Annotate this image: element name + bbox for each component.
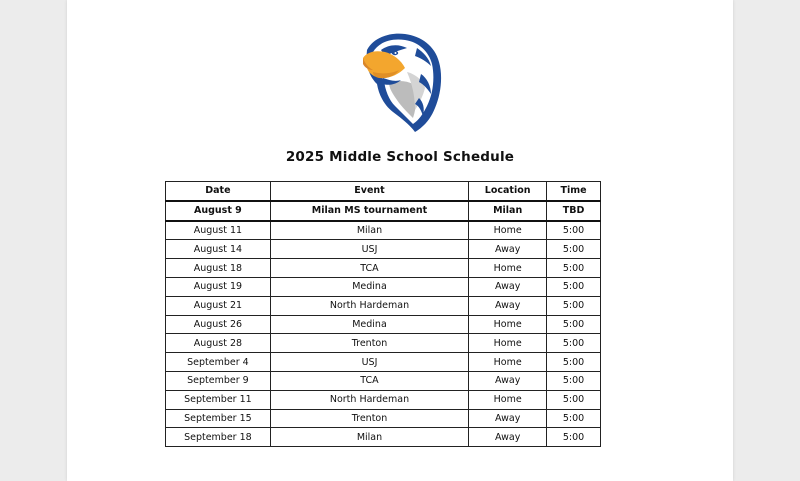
cell-time: 5:00 <box>547 353 601 372</box>
cell-date: September 15 <box>166 409 271 428</box>
page-title: 2025 Middle School Schedule <box>285 149 515 165</box>
schedule-table <box>165 181 601 447</box>
column-header-time: Time <box>547 182 601 201</box>
table-row <box>166 390 601 409</box>
cell-time: 5:00 <box>547 390 601 409</box>
cell-event: TCA <box>270 259 468 278</box>
table-row <box>166 428 601 447</box>
cell-date: September 9 <box>166 371 271 390</box>
cell-location: Home <box>469 334 547 353</box>
cell-location: Home <box>469 390 547 409</box>
cell-event: USJ <box>270 240 468 259</box>
cell-event: Milan <box>270 221 468 240</box>
cell-event: Medina <box>270 315 468 334</box>
cell-event: North Hardeman <box>270 296 468 315</box>
cell-time: 5:00 <box>547 428 601 447</box>
table-row <box>166 353 601 372</box>
cell-time: 5:00 <box>547 221 601 240</box>
cell-location: Home <box>469 353 547 372</box>
cell-time: 5:00 <box>547 371 601 390</box>
cell-date: August 18 <box>166 259 271 278</box>
table-row <box>166 334 601 353</box>
cell-location: Away <box>469 371 547 390</box>
column-header-date: Date <box>166 182 271 201</box>
cell-location: Home <box>469 221 547 240</box>
cell-event: Medina <box>270 277 468 296</box>
cell-date: August 11 <box>166 221 271 240</box>
cell-event: Trenton <box>270 334 468 353</box>
cell-event: Milan MS tournament <box>270 201 468 221</box>
table-row <box>166 371 601 390</box>
cell-event: USJ <box>270 353 468 372</box>
cell-date: August 14 <box>166 240 271 259</box>
cell-event: Trenton <box>270 409 468 428</box>
table-row <box>166 201 601 221</box>
cell-date: September 11 <box>166 390 271 409</box>
column-header-event: Event <box>270 182 468 201</box>
cell-time: 5:00 <box>547 277 601 296</box>
cell-event: North Hardeman <box>270 390 468 409</box>
cell-date: August 19 <box>166 277 271 296</box>
cell-time: 5:00 <box>547 409 601 428</box>
table-row <box>166 296 601 315</box>
cell-location: Away <box>469 428 547 447</box>
cell-date: August 21 <box>166 296 271 315</box>
cell-time: 5:00 <box>547 296 601 315</box>
table-row <box>166 221 601 240</box>
cell-time: 5:00 <box>547 334 601 353</box>
cell-time: TBD <box>547 201 601 221</box>
cell-location: Away <box>469 409 547 428</box>
cell-date: August 28 <box>166 334 271 353</box>
cell-date: August 26 <box>166 315 271 334</box>
table-row <box>166 240 601 259</box>
cell-location: Away <box>469 296 547 315</box>
table-row <box>166 259 601 278</box>
cell-location: Away <box>469 240 547 259</box>
cell-location: Home <box>469 259 547 278</box>
cell-time: 5:00 <box>547 259 601 278</box>
cell-location: Home <box>469 315 547 334</box>
cell-event: Milan <box>270 428 468 447</box>
cell-event: TCA <box>270 371 468 390</box>
document-page <box>67 0 733 481</box>
table-row <box>166 409 601 428</box>
table-row <box>166 277 601 296</box>
cell-date: September 18 <box>166 428 271 447</box>
cell-date: September 4 <box>166 353 271 372</box>
cell-date: August 9 <box>166 201 271 221</box>
table-row <box>166 315 601 334</box>
cell-location: Away <box>469 277 547 296</box>
cell-location: Milan <box>469 201 547 221</box>
eagle-head-icon <box>359 28 445 136</box>
column-header-location: Location <box>469 182 547 201</box>
cell-time: 5:00 <box>547 315 601 334</box>
table-header-row <box>166 182 601 201</box>
cell-time: 5:00 <box>547 240 601 259</box>
